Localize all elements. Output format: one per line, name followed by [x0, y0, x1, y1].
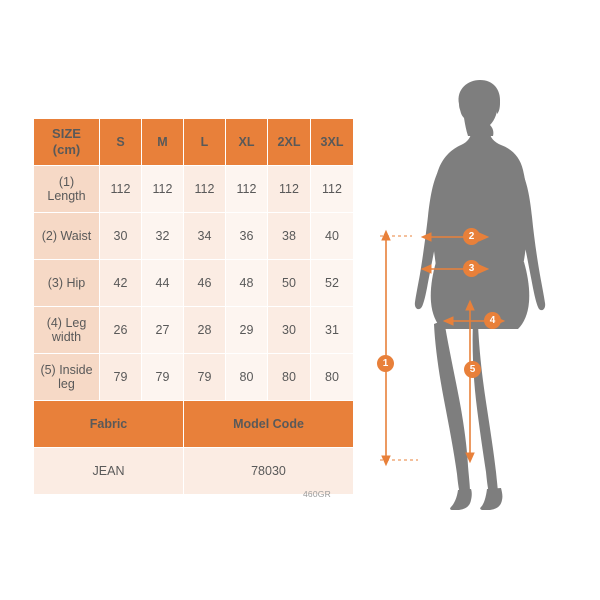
cell-legwidth-s: 26 — [100, 307, 142, 354]
cell-waist-s: 30 — [100, 213, 142, 260]
table-row — [34, 354, 354, 401]
row-label-line2: Length — [47, 189, 86, 203]
cell-insideleg-s: 79 — [100, 354, 142, 401]
cell-insideleg-xl: 80 — [226, 354, 268, 401]
table-row — [34, 166, 354, 213]
cell-length-xl: 112 — [226, 166, 268, 213]
model-code-value: 78030 — [184, 448, 354, 495]
row-label-inside-leg — [34, 354, 100, 401]
cell-length-l: 112 — [184, 166, 226, 213]
marker-3: 3 — [463, 260, 480, 277]
table-row — [34, 307, 354, 354]
cell-waist-l: 34 — [184, 213, 226, 260]
body-figure-illustration — [360, 80, 590, 510]
cell-length-s: 112 — [100, 166, 142, 213]
cell-waist-xl: 36 — [226, 213, 268, 260]
cell-legwidth-xl: 29 — [226, 307, 268, 354]
fabric-value-row — [34, 448, 354, 495]
row-label-length — [34, 166, 100, 213]
column-header-l: L — [184, 119, 226, 166]
row-label-leg-width — [34, 307, 100, 354]
figure-panel — [360, 80, 590, 510]
size-unit-header — [34, 119, 100, 166]
cell-length-m: 112 — [142, 166, 184, 213]
column-header-m: M — [142, 119, 184, 166]
row-label-hip: (3) Hip — [34, 260, 100, 307]
marker-2: 2 — [463, 228, 480, 245]
column-header-2xl: 2XL — [268, 119, 311, 166]
model-code-header: Model Code — [184, 401, 354, 448]
marker-1: 1 — [377, 355, 394, 372]
cell-insideleg-2xl: 80 — [268, 354, 311, 401]
row-label-line2: leg — [58, 377, 75, 391]
marker-4: 4 — [484, 312, 501, 329]
cell-hip-m: 44 — [142, 260, 184, 307]
cell-insideleg-3xl: 80 — [311, 354, 354, 401]
cell-length-3xl: 112 — [311, 166, 354, 213]
cell-waist-m: 32 — [142, 213, 184, 260]
table-row — [34, 213, 354, 260]
cell-legwidth-3xl: 31 — [311, 307, 354, 354]
marker-5: 5 — [464, 361, 481, 378]
size-header-line1: SIZE — [52, 125, 81, 141]
cell-insideleg-l: 79 — [184, 354, 226, 401]
female-body-silhouette — [415, 80, 545, 510]
size-table-container — [33, 118, 353, 495]
column-header-xl: XL — [226, 119, 268, 166]
cell-legwidth-2xl: 30 — [268, 307, 311, 354]
cell-hip-s: 42 — [100, 260, 142, 307]
cell-waist-2xl: 38 — [268, 213, 311, 260]
row-label-line2: width — [51, 330, 82, 344]
table-row — [34, 260, 354, 307]
row-label-line1: (5) Inside — [40, 362, 93, 377]
column-header-3xl: 3XL — [311, 119, 354, 166]
row-label-waist: (2) Waist — [34, 213, 100, 260]
fabric-value: JEAN — [34, 448, 184, 495]
size-table — [33, 118, 354, 495]
row-label-line1: (1) — [58, 174, 75, 189]
row-label-line1: (4) Leg — [46, 315, 87, 330]
cell-length-2xl: 112 — [268, 166, 311, 213]
cell-insideleg-m: 79 — [142, 354, 184, 401]
fabric-header: Fabric — [34, 401, 184, 448]
column-header-s: S — [100, 119, 142, 166]
weight-note: 460GR — [303, 489, 331, 499]
cell-hip-3xl: 52 — [311, 260, 354, 307]
cell-hip-xl: 48 — [226, 260, 268, 307]
cell-hip-l: 46 — [184, 260, 226, 307]
cell-waist-3xl: 40 — [311, 213, 354, 260]
size-header-line2: (cm) — [52, 142, 81, 157]
fabric-header-row — [34, 401, 354, 448]
cell-hip-2xl: 50 — [268, 260, 311, 307]
table-header-row — [34, 119, 354, 166]
cell-legwidth-l: 28 — [184, 307, 226, 354]
cell-legwidth-m: 27 — [142, 307, 184, 354]
